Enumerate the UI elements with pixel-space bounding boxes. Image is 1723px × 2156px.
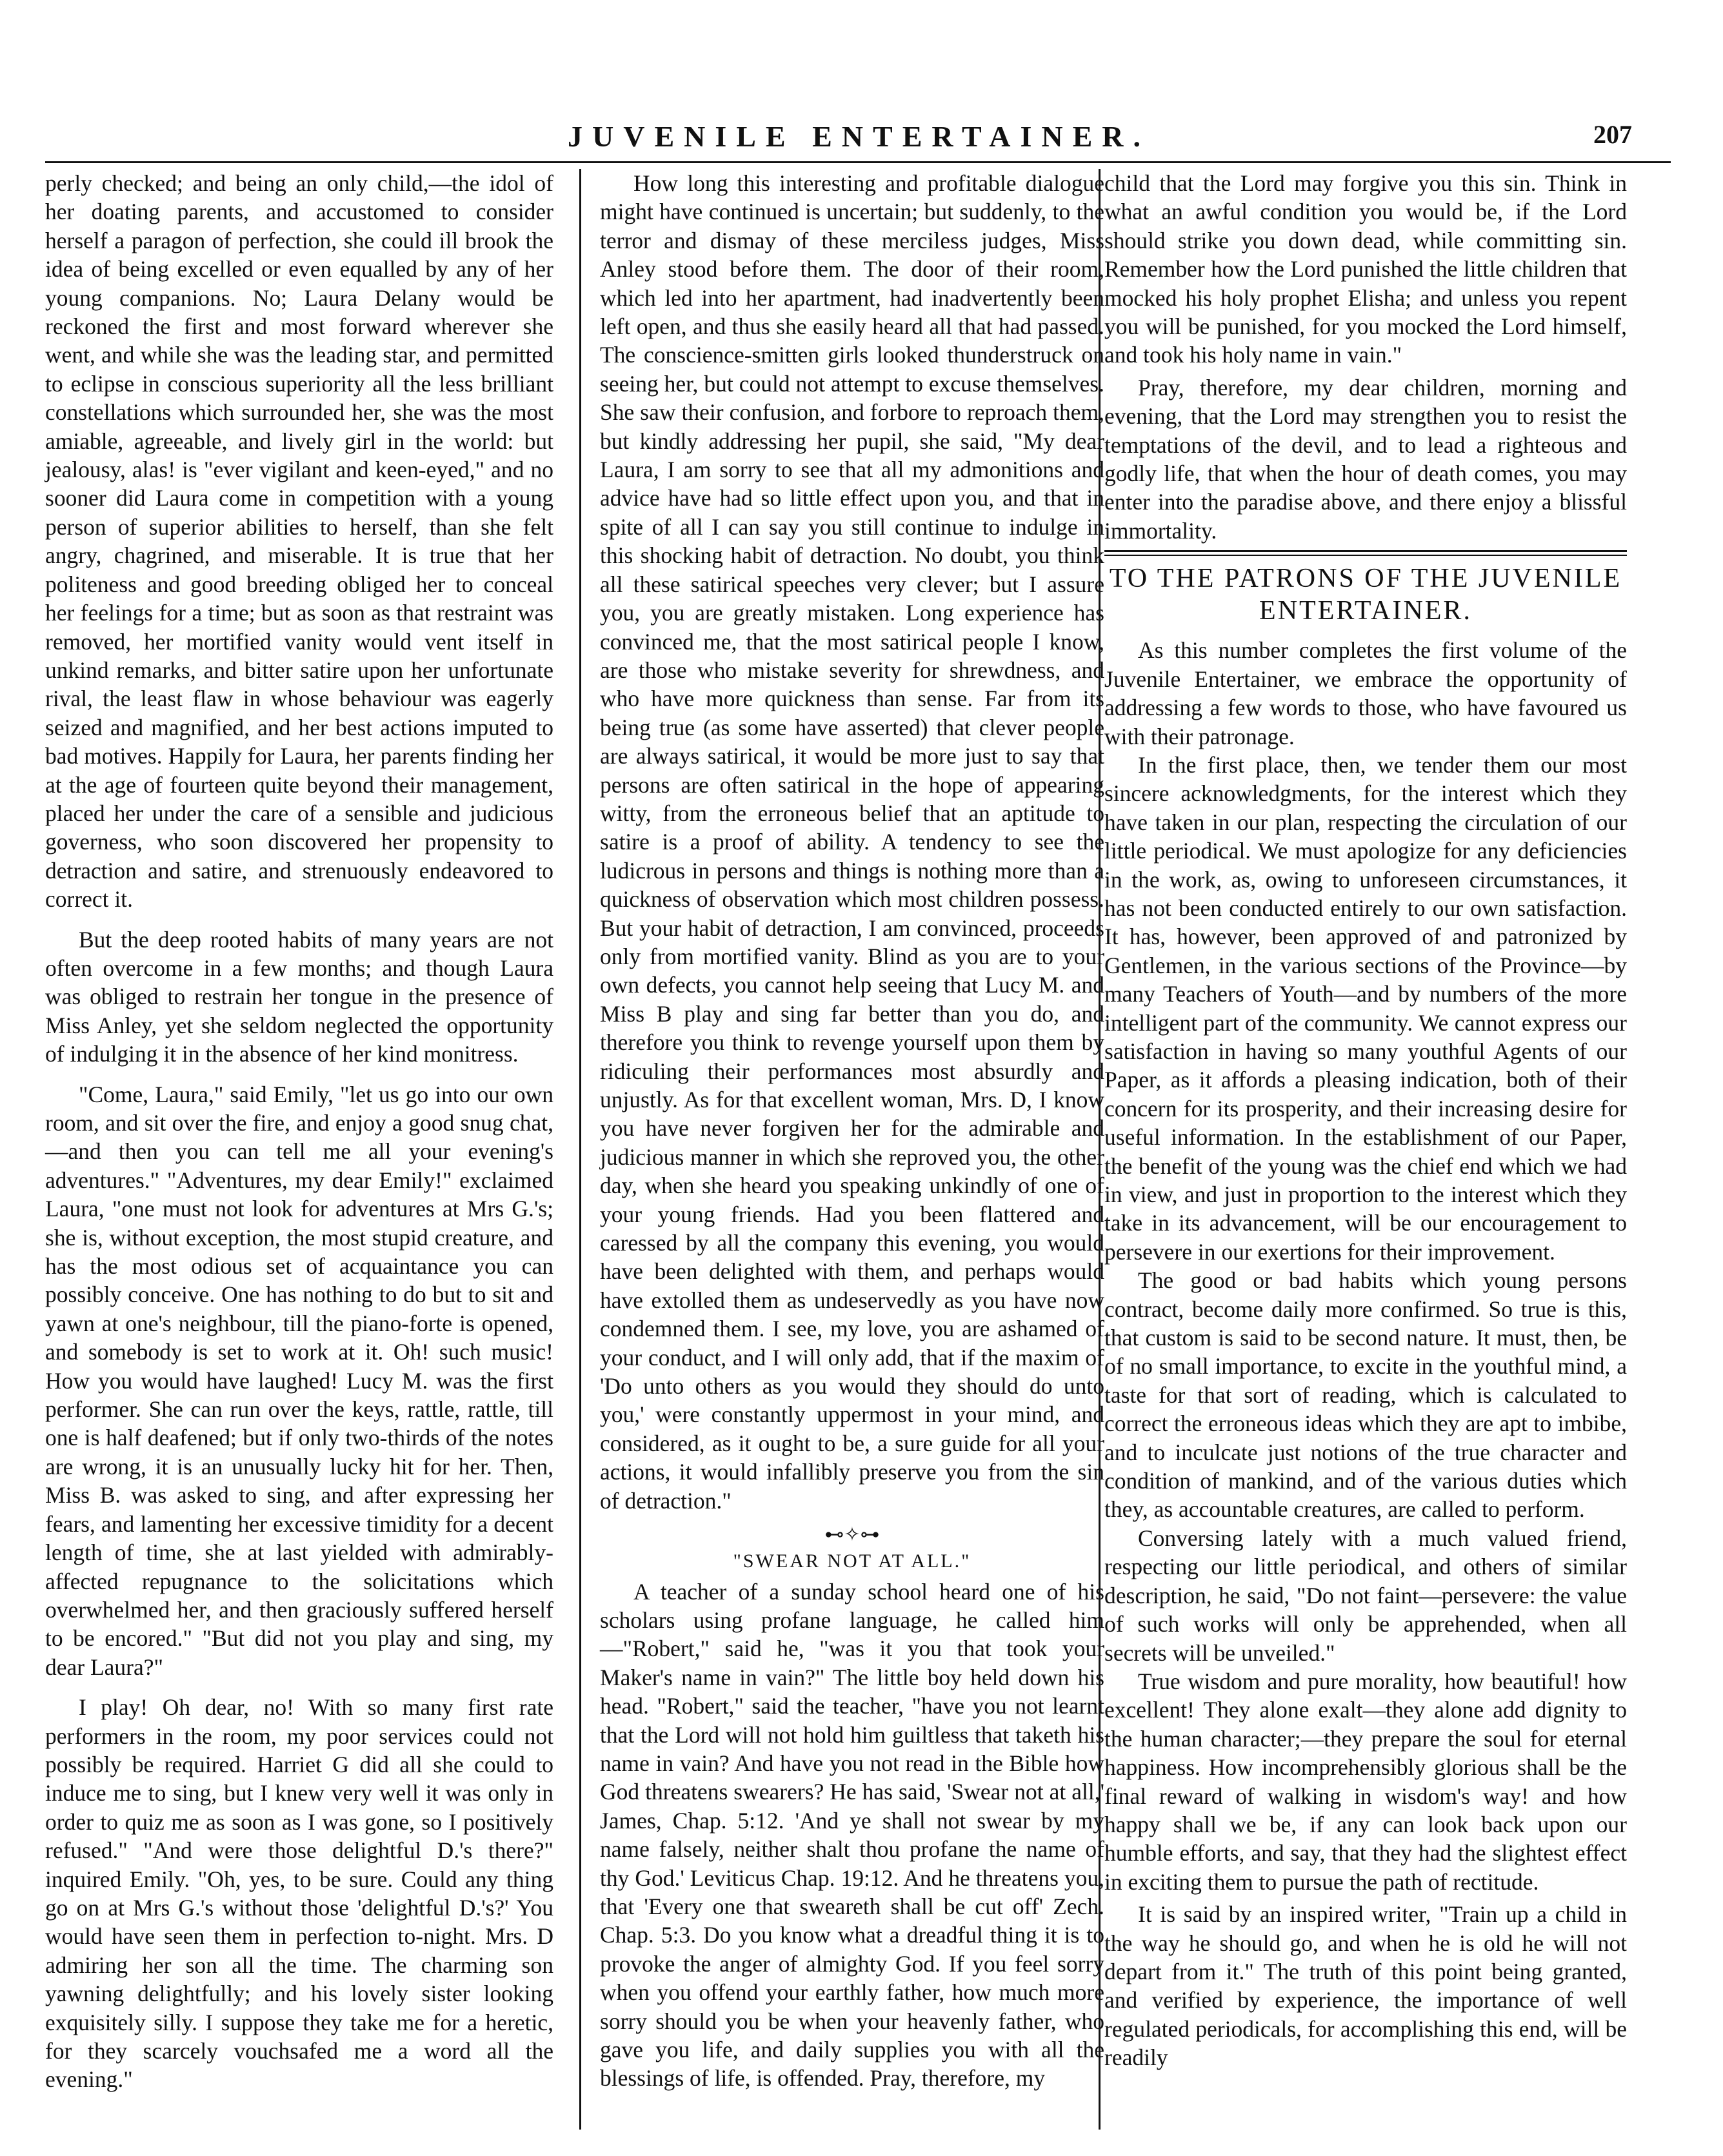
column-right [1104, 169, 1627, 2072]
paragraph: I play! Oh dear, no! With so many first rate performers in the room, my poor services could not possibly be required. Harriet G did all she could to induce me to sing, but I knew very well it was only in order to quiz me as soon as I was gone, so I positively refused." "And were those delightful D.'s there?" inquired Emily. "Oh, yes, to be sure. Could any thing go on at Mrs G.'s without those 'delightful D.'s?' You would have seen them in perfection to-night. Mrs. D admiring her son all the time. The charming son yawning delightfully; and his lovely sister looking exquisitely silly. I suppose they take me for a heretic, for they scarcely vouchsafed me a word all the evening." [45, 1694, 553, 2093]
page-number: 207 [1593, 120, 1632, 149]
paragraph: As this number completes the first volume of the Juvenile Entertainer, we embrace the opportunity of addressing a few words to those, who have favoured us with their patronage. [1104, 637, 1627, 749]
paragraph: Conversing lately with a much valued friend, respecting our little periodical, and others of similar description, he said, "Do not faint—persevere: the value of such works will only be apprehended, when all secrets will be unveiled." [1104, 1525, 1627, 1666]
column-middle [600, 169, 1104, 2093]
paragraph: "Come, Laura," said Emily, "let us go into our own room, and sit over the fire, and enjoy a good snug chat,—and then you can tell me all your evening's adventures." "Adventures, my dear Emily!" exclaimed Laura, "one must not look for adventures at Mrs G.'s; she is, without exception, the most stupid creature, and has the most odious set of acquaintance you can possibly conceive. One has nothing to do but to sit and yawn at one's neighbour, till the piano-forte is opened, and somebody is set to work at it. Oh! such music! How you would have laughed! Lucy M. was the first performer. She can run over the keys, rattle, rattle, till one is half deafened; but if only two-thirds of the notes are wrong, it is an unusually lucky hit for her. Then, Miss B. was asked to sing, and after expressing her fears, and lamenting her excessive timidity for a decent length of time, she at last yielded with admirably-affected repugnance to the solicitations which overwhelmed her, and then graciously suffered herself to be encored." "But did not you play and sing, my dear Laura?" [45, 1081, 553, 1680]
paragraph-gap [45, 914, 553, 925]
paragraph: Pray, therefore, my dear children, morning and evening, that the Lord may strengthen you to resist the temptations of the devil, and to lead a righteous and godly life, that when the hour of death comes, you may enter into the paradise above, and there enjoy a blissful immortality. [1104, 374, 1627, 544]
paragraph: In the first place, then, we tender them our most sincere acknowledgments, for the interest which they have taken in our plan, respecting the circulation of our little periodical. We must apologize for any deficiencies in the work, as, owing to unforeseen circumstances, it has not been conducted entirely to our own satisfaction. It has, however, been approved of and patronized by Gentlemen, in the various sections of the Province—by many Teachers of Youth—and by numbers of the more intelligent part of the community. We cannot express our satisfaction in having so many youthful Agents of our Paper, as it affords a pleasing indication, both of their concern for its prosperity, and their increasing desire for useful information. In the establishment of our Paper, the benefit of the young was the chief end which we had in view, and just in proportion to the interest which they take in its advancement, will be our encouragement to persevere in our exertions for their improvement. [1104, 751, 1627, 1265]
running-head-title: JUVENILE ENTERTAINER. [568, 120, 1150, 153]
article-heading: "SWEAR NOT AT ALL." [733, 1550, 971, 1572]
column-rule-left [579, 169, 581, 2130]
paragraph: A teacher of a sunday school heard one of his scholars using profane language, he called him—"Robert," said he, "was it you that took your Maker's name in vain?" The little boy held down his head. "Robert," said the teacher, "have you not learnt that the Lord will not hold him guiltless that taketh his name in vain? And have you not read in the Bible how God threatens swearers? He has said, 'Swear not at all,' James, Chap. 5:12. 'And ye shall not swear by my name falsely, neither shalt thou profane the name of thy God.' Leviticus Chap. 19:12. And he threatens you, that 'Every one that sweareth shall be cut off' Zech. Chap. 5:3. Do you know what a dreadful thing it is to provoke the anger of almighty God. If you feel sorry when you offend your earthly father, how much more sorry should you be when your heavenly father, who gave you life, and daily supplies you with all the blessings of life, is offended. Pray, therefore, my [600, 1578, 1104, 2092]
ornament-divider: ⊷✧⊶ [824, 1524, 880, 1546]
paragraph-gap [45, 1069, 553, 1080]
section-heading: TO THE PATRONS OF THE JUVENILE ENTERTAINER. [1109, 564, 1622, 626]
paragraph: True wisdom and pure morality, how beautiful! how excellent! They alone exalt—they alone add dignity to the human character;—they prepare the soul for eternal happiness. How incomprehensibly glorious shall be the final reward of walking in wisdom's way! and how happy shall we be, if any can look back upon our humble efforts, and say, that they had the slightest effect in exciting them to pursue the path of rectitude. [1104, 1668, 1627, 1895]
section-rule [1104, 550, 1627, 556]
paragraph: How long this interesting and profitable dialogue might have continued is uncertain; but suddenly, to the terror and dismay of these merciless judges, Miss Anley stood before them. The door of their room, which led into her apartment, had inadvertently been left open, and thus she easily heard all that had passed. The conscience-smitten girls looked thunderstruck on seeing her, but could not attempt to excuse themselves. She saw their confusion, and forbore to reproach them, but kindly addressing her pupil, she said, "My dear Laura, I am sorry to see that all my admonitions and advice have had so little effect upon you, and that in spite of all I can say you still continue to indulge in this shocking habit of detraction. No doubt, you think all these satirical speeches very clever; but I assure you, you are greatly mistaken. Long experience has convinced me, that the most satirical people I know, are those who mistake severity for shrewdness, and who have more quickness than sense. Far from its being true (as some have asserted) that clever people are always satirical, it would be more just to say that persons are often satirical in the hope of appearing witty, from the erroneous belief that an aptitude to satire is a proof of ability. A tendency to see the ludicrous in persons and things is nothing more than a quickness of observation which most children possess. But your habit of detraction, I am convinced, proceeds only from mortified vanity. Blind as you are to your own defects, you cannot help seeing that Lucy M. and Miss B play and sing far better than you do, and therefore you think to revenge yourself upon them by ridiculing their performances most absurdly and unjustly. As for that excellent woman, Mrs. D, I know you have never forgiven her for the admirable and judicious manner in which she reproved you, the other day, when she heard you speaking unkindly of one of your young friends. Had you been flattered and caressed by all the company this evening, you would have been delighted with them, and perhaps would have extolled them as undeservedly as you have now condemned them. I see, my love, you are ashamed of your conduct, and I will only add, that if the maxim of 'Do unto others as you would they should do unto you,' were constantly uppermost in your mind, and considered, as it ought to be, a sure guide for all your actions, it would infallibly preserve you from the sin of detraction." [600, 170, 1104, 1514]
paragraph: The good or bad habits which young persons contract, become daily more confirmed. So true is this, that custom is said to be second nature. It must, then, be of no small importance, to excite in the youthful mind, a taste for that sort of reading, which is calculated to correct the erroneous ideas which they are apt to imbibe, and to inculcate just notions of the true character and condition of mankind, and of the various duties which they, as accountable creatures, are called to perform. [1104, 1267, 1627, 1523]
column-left [45, 169, 553, 2094]
paragraph: But the deep rooted habits of many years are not often overcome in a few months; and though Laura was obliged to restrain her tongue in the presence of Miss Anley, yet she seldom neglected the opportunity of indulging it in the absence of her kind monitress. [45, 926, 553, 1067]
paragraph-gap [45, 1681, 553, 1693]
paragraph: It is said by an inspired writer, "Train up a child in the way he should go, and when he is old he will not depart from it." The truth of this point being granted, and verified by experience, the importance of well regulated periodicals, for accomplishing this end, will be readily [1104, 1901, 1627, 2071]
paragraph: perly checked; and being an only child,—the idol of her doating parents, and accustomed to consider herself a paragon of perfection, she could ill brook the idea of being excelled or even equalled by any of her young companions. No; Laura Delany would be reckoned the first and most forward wherever she went, and while she was the leading star, and permitted to eclipse in conscious superiority all the less brilliant constellations which surrounded her, she was the most amiable, agreeable, and lively girl in the world: but jealousy, alas! is "ever vigilant and keen-eyed," and no sooner did Laura come in competition with a young person of superior abilities to herself, than she felt angry, chagrined, and miserable. It is true that her politeness and good breeding obliged her to conceal her feelings for a time; but as soon as that restraint was removed, her mortified vanity would vent itself in unkind remarks, and bitter satire upon her unfortunate rival, the least flaw in whose behaviour was eagerly seized and magnified, and her best actions imputed to bad motives. Happily for Laura, her parents finding her at the age of fourteen quite beyond their management, placed her under the care of a sensible and judicious governess, who soon discovered her propensity to detraction and satire, and strenuously endeavored to correct it. [45, 170, 553, 913]
header-rule [45, 161, 1671, 163]
paragraph: child that the Lord may forgive you this sin. Think in what an awful condition you would be, if the Lord should strike you down dead, while committing sin. Remember how the Lord punished the little children that mocked his holy prophet Elisha; and unless you repent you will be punished, for you mocked the Lord himself, and took his holy name in vain." [1104, 170, 1627, 368]
